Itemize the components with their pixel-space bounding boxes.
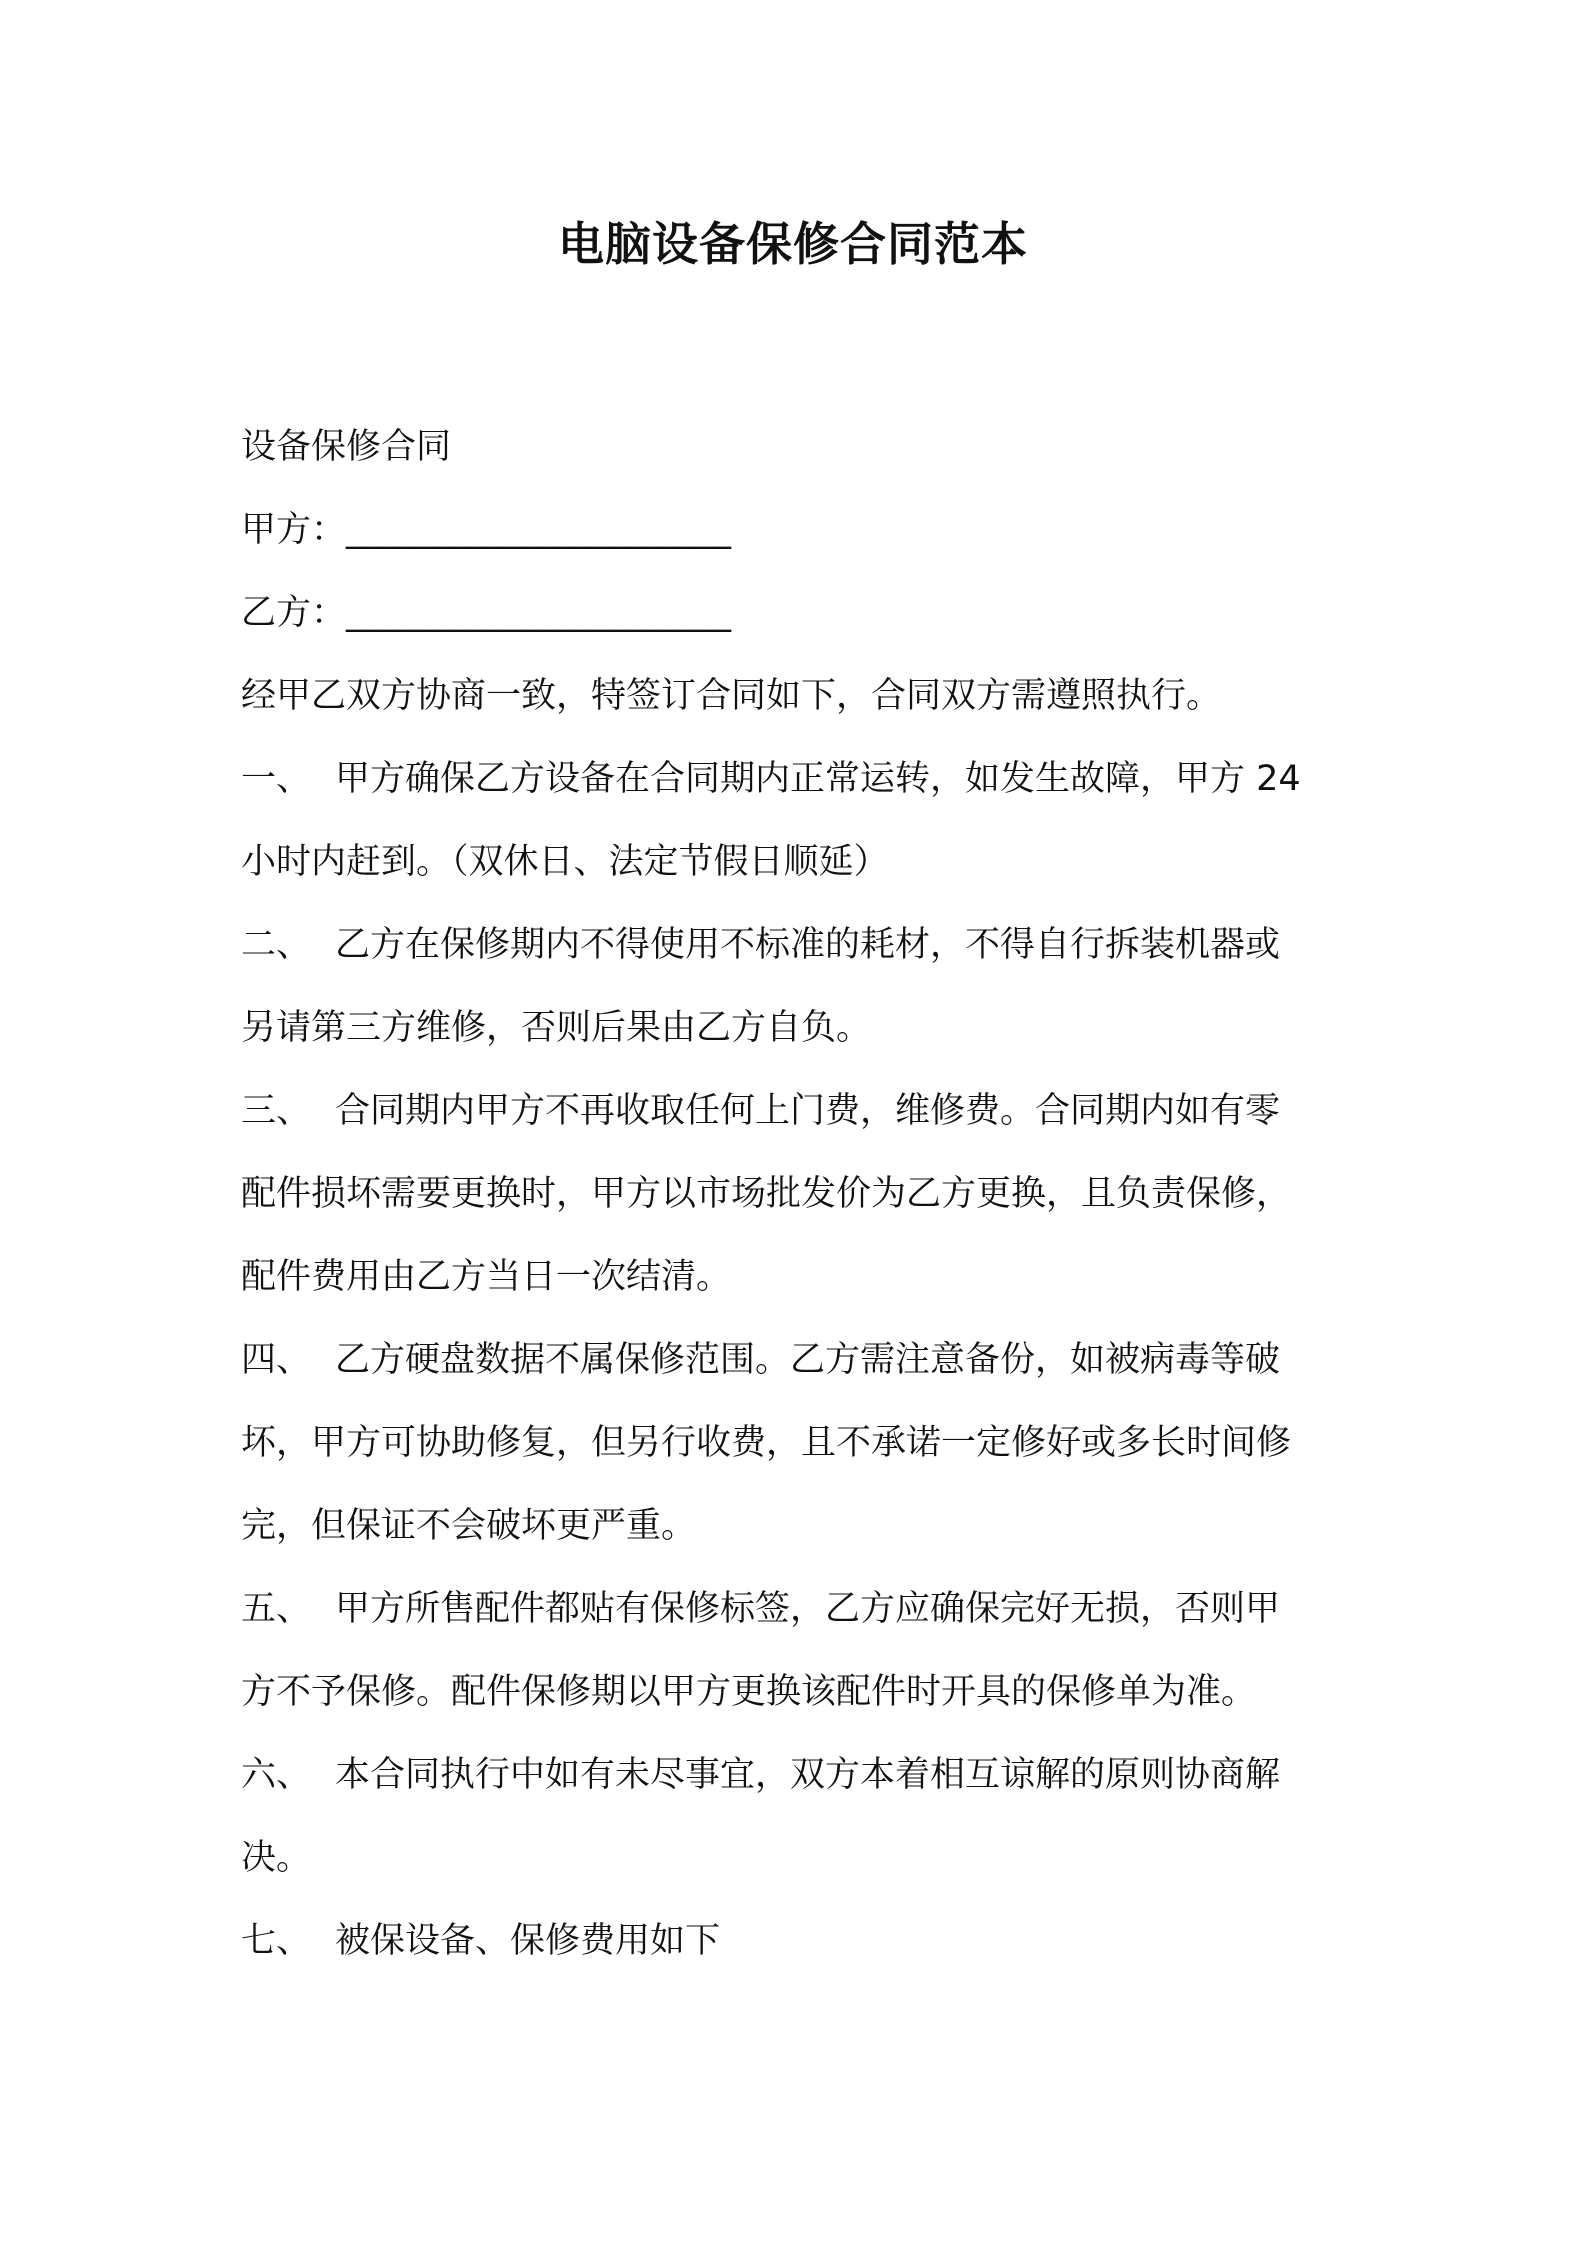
party-b-line — [241, 572, 1361, 655]
document-title: 电脑设备保修合同范本 — [558, 217, 1028, 271]
contract-subtitle: 设备保修合同 — [241, 427, 452, 467]
clause-3-line-2: 配件损坏需要更换时，甲方以市场批发价为乙方更换，且负责保修， — [241, 1174, 1292, 1214]
clause-1-line-1 — [241, 738, 1361, 821]
clause-7-number: 七、 — [241, 1921, 312, 1961]
clause-2-number: 二、 — [241, 925, 312, 965]
clause-5-text: 甲方所售配件都贴有保修标签，乙方应确保完好无损，否则甲 — [335, 1589, 1281, 1629]
clause-2-line-2: 另请第三方维修，否则后果由乙方自负。 — [241, 1008, 872, 1048]
party-a-blank: ______________________ — [346, 510, 732, 550]
clause-2-text: 乙方在保修期内不得使用不标准的耗材，不得自行拆装机器或 — [335, 925, 1281, 965]
clause-1-number: 一、 — [241, 759, 312, 799]
document-body — [241, 406, 1361, 1983]
party-b-blank: ______________________ — [346, 593, 732, 633]
party-b-label: 乙方： — [241, 593, 347, 633]
clause-1-line-2: 小时内赶到。（双休日、法定节假日顺延） — [241, 842, 889, 882]
clause-7-line-1 — [241, 1900, 1361, 1983]
clause-1-text: 甲方确保乙方设备在合同期内正常运转，如发生故障，甲方 24 — [335, 759, 1301, 799]
clause-6-line-2: 决。 — [241, 1838, 312, 1878]
clause-6-number: 六、 — [241, 1755, 312, 1795]
clause-6-text: 本合同执行中如有未尽事宜，双方本着相互谅解的原则协商解 — [335, 1755, 1281, 1795]
clause-3-line-3: 配件费用由乙方当日一次结清。 — [241, 1257, 732, 1297]
clause-2-line-1 — [241, 904, 1361, 987]
clause-7-text: 被保设备、保修费用如下 — [335, 1921, 721, 1961]
clause-6-line-1 — [241, 1734, 1361, 1817]
clause-5-line-2: 方不予保修。配件保修期以甲方更换该配件时开具的保修单为准。 — [241, 1672, 1257, 1712]
preamble: 经甲乙双方协商一致，特签订合同如下，合同双方需遵照执行。 — [241, 676, 1222, 716]
clause-5-number: 五、 — [241, 1589, 312, 1629]
clause-4-line-3: 完，但保证不会破坏更严重。 — [241, 1506, 697, 1546]
clause-4-line-1 — [241, 1319, 1361, 1402]
clause-4-text: 乙方硬盘数据不属保修范围。乙方需注意备份，如被病毒等破 — [335, 1340, 1281, 1380]
clause-5-line-1 — [241, 1568, 1361, 1651]
clause-3-number: 三、 — [241, 1091, 312, 1131]
party-a-line — [241, 489, 1361, 572]
clause-4-number: 四、 — [241, 1340, 312, 1380]
party-a-label: 甲方： — [241, 510, 347, 550]
clause-3-text: 合同期内甲方不再收取任何上门费，维修费。合同期内如有零 — [335, 1091, 1281, 1131]
clause-4-line-2: 坏，甲方可协助修复，但另行收费，且不承诺一定修好或多长时间修 — [241, 1423, 1292, 1463]
clause-3-line-1 — [241, 1070, 1361, 1153]
